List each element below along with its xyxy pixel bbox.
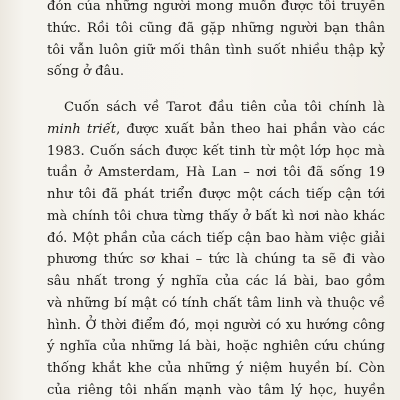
text-run: , được xuất bản theo hai phần vào các <box>116 121 385 137</box>
text-line: tôi vẫn luôn giữ mối thân tình suốt nhiều thập kỷ <box>47 42 385 58</box>
text-line <box>47 97 385 119</box>
text-line: thống khắt khe của những ý niệm huyền bí. Còn <box>47 361 385 376</box>
body-text <box>47 0 385 400</box>
text-line: tuần ở Amsterdam, Hà Lan – nơi tôi đã sống 19 <box>47 165 385 181</box>
text-line: đón của những người mong muốn được tôi truyền <box>47 0 385 14</box>
text-run: Cuốn sách về Tarot đầu tiên của tôi chính là <box>64 100 385 115</box>
text-line: thức. Rồi tôi cũng đã gặp những người bạn thân <box>47 20 385 36</box>
text-line: sâu nhất trong ý nghĩa của các lá bài, bao gồm <box>47 274 385 289</box>
text-line: của riêng tôi nhấn mạnh vào tâm lý học, huyền <box>47 382 385 398</box>
text-line: phương thức sơ khai – tức là chúng ta sẽ đi vào <box>47 252 385 268</box>
text-line: như tôi đã phát triển được một cách tiếp cận tới <box>47 187 385 202</box>
paragraph-gap <box>47 83 385 97</box>
text-line: và những bí mật có tính chất tâm linh và thuộc về <box>47 295 385 311</box>
book-title: minh triết <box>47 121 117 137</box>
text-line: đó. Một phần của cách tiếp cận bao hàm việc giải <box>47 230 385 246</box>
text-line: hình. Ở thời điểm đó, mọi người có xu hướng công <box>47 317 385 333</box>
text-line: mà chính tôi chưa từng thấy ở bất kì nơi nào khác <box>47 208 385 224</box>
text-line: ý nghĩa của những lá bài, hoặc nghiên cứu chúng <box>47 339 385 355</box>
text-line: sống ở đâu. <box>47 64 125 80</box>
text-line: 1983. Cuốn sách được kết tinh từ một lớp học mà <box>47 143 385 159</box>
text-line <box>47 119 385 141</box>
